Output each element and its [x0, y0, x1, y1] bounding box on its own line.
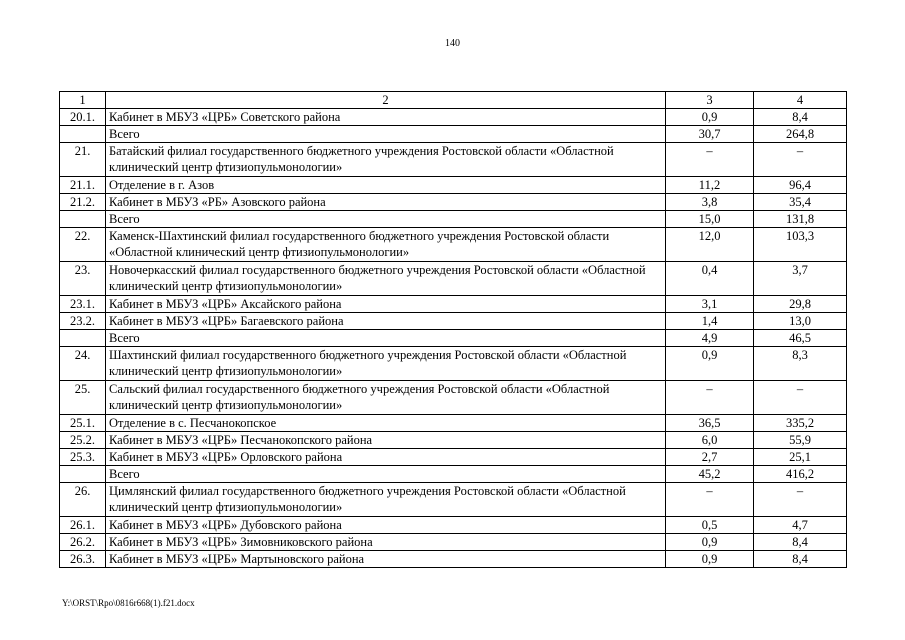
- table-row: [60, 483, 847, 517]
- row-col3-value: 0,9: [666, 109, 754, 126]
- row-number: 21.: [60, 143, 106, 177]
- row-col3-value: 6,0: [666, 432, 754, 449]
- data-table: [59, 91, 847, 568]
- row-number: 21.2.: [60, 194, 106, 211]
- table-row: [60, 517, 847, 534]
- row-col4-value: 8,4: [754, 534, 847, 551]
- row-col4-value: 25,1: [754, 449, 847, 466]
- row-col4-value: –: [754, 381, 847, 415]
- row-col4-value: 4,7: [754, 517, 847, 534]
- row-col3-value: 0,5: [666, 517, 754, 534]
- row-number: 25.1.: [60, 415, 106, 432]
- row-col4-value: 35,4: [754, 194, 847, 211]
- table-row: [60, 551, 847, 568]
- row-col3-value: –: [666, 381, 754, 415]
- row-col3-value: 0,4: [666, 262, 754, 296]
- row-col3-value: –: [666, 143, 754, 177]
- header-col-3: 3: [666, 92, 754, 109]
- table-row: [60, 330, 847, 347]
- row-col4-value: –: [754, 483, 847, 517]
- row-name: Кабинет в МБУЗ «ЦРБ» Песчанокопского района: [106, 432, 666, 449]
- row-name: Кабинет в МБУЗ «ЦРБ» Орловского района: [106, 449, 666, 466]
- row-name: Кабинет в МБУЗ «РБ» Азовского района: [106, 194, 666, 211]
- table-row: [60, 228, 847, 262]
- row-name: Кабинет в МБУЗ «ЦРБ» Зимовниковского района: [106, 534, 666, 551]
- row-name: Шахтинский филиал государственного бюджетного учреждения Ростовской области «Областной клинический центр фтизиопульмонологии»: [106, 347, 666, 381]
- row-col3-value: 0,9: [666, 347, 754, 381]
- row-name: Сальский филиал государственного бюджетного учреждения Ростовской области «Областной клинический центр фтизиопульмонологии»: [106, 381, 666, 415]
- row-number: [60, 211, 106, 228]
- row-name: Всего: [106, 126, 666, 143]
- row-number: [60, 126, 106, 143]
- table-row: [60, 262, 847, 296]
- row-name: Всего: [106, 330, 666, 347]
- header-col-2: 2: [106, 92, 666, 109]
- row-number: 23.1.: [60, 296, 106, 313]
- header-col-4: 4: [754, 92, 847, 109]
- table-row: [60, 296, 847, 313]
- row-col3-value: 12,0: [666, 228, 754, 262]
- table-header-row: [60, 92, 847, 109]
- table-row: [60, 211, 847, 228]
- row-col4-value: 8,3: [754, 347, 847, 381]
- row-number: 21.1.: [60, 177, 106, 194]
- table-row: [60, 466, 847, 483]
- row-col4-value: 335,2: [754, 415, 847, 432]
- row-name: Кабинет в МБУЗ «ЦРБ» Дубовского района: [106, 517, 666, 534]
- table-row: [60, 109, 847, 126]
- row-name: Цимлянский филиал государственного бюджетного учреждения Ростовской области «Областной клинический центр фтизиопульмонологии»: [106, 483, 666, 517]
- table-row: [60, 313, 847, 330]
- row-name: Новочеркасский филиал государственного бюджетного учреждения Ростовской области «Областной клинический центр фтизиопульмонологии»: [106, 262, 666, 296]
- row-name: Всего: [106, 466, 666, 483]
- row-col3-value: 15,0: [666, 211, 754, 228]
- row-number: 23.2.: [60, 313, 106, 330]
- row-name: Кабинет в МБУЗ «ЦРБ» Мартыновского района: [106, 551, 666, 568]
- row-name: Кабинет в МБУЗ «ЦРБ» Багаевского района: [106, 313, 666, 330]
- row-number: 22.: [60, 228, 106, 262]
- header-col-1: 1: [60, 92, 106, 109]
- table-row: [60, 449, 847, 466]
- table-row: [60, 177, 847, 194]
- row-name: Отделение в с. Песчанокопское: [106, 415, 666, 432]
- row-col3-value: 36,5: [666, 415, 754, 432]
- row-col4-value: 131,8: [754, 211, 847, 228]
- row-col3-value: 30,7: [666, 126, 754, 143]
- row-number: 25.2.: [60, 432, 106, 449]
- row-col4-value: 416,2: [754, 466, 847, 483]
- row-col3-value: 3,8: [666, 194, 754, 211]
- row-col3-value: 1,4: [666, 313, 754, 330]
- file-path-footer: Y:\ORST\Rpo\0816r668(1).f21.docx: [62, 598, 195, 608]
- row-name: Всего: [106, 211, 666, 228]
- row-col4-value: 264,8: [754, 126, 847, 143]
- row-name: Кабинет в МБУЗ «ЦРБ» Советского района: [106, 109, 666, 126]
- row-number: 26.2.: [60, 534, 106, 551]
- table-row: [60, 432, 847, 449]
- row-col3-value: –: [666, 483, 754, 517]
- row-col4-value: 103,3: [754, 228, 847, 262]
- row-name: Батайский филиал государственного бюджетного учреждения Ростовской области «Областной клинический центр фтизиопульмонологии»: [106, 143, 666, 177]
- row-col4-value: 46,5: [754, 330, 847, 347]
- row-col4-value: 29,8: [754, 296, 847, 313]
- row-number: 23.: [60, 262, 106, 296]
- row-col4-value: 3,7: [754, 262, 847, 296]
- row-number: 26.3.: [60, 551, 106, 568]
- row-col3-value: 45,2: [666, 466, 754, 483]
- row-name: Отделение в г. Азов: [106, 177, 666, 194]
- table-row: [60, 347, 847, 381]
- row-col3-value: 4,9: [666, 330, 754, 347]
- row-col3-value: 3,1: [666, 296, 754, 313]
- table-row: [60, 381, 847, 415]
- table-row: [60, 194, 847, 211]
- row-col4-value: 55,9: [754, 432, 847, 449]
- row-number: 25.: [60, 381, 106, 415]
- row-number: 24.: [60, 347, 106, 381]
- row-name: Каменск-Шахтинский филиал государственного бюджетного учреждения Ростовской области «Областной клинический центр фтизиопульмонологии»: [106, 228, 666, 262]
- table-row: [60, 415, 847, 432]
- row-number: 26.1.: [60, 517, 106, 534]
- table-row: [60, 143, 847, 177]
- row-number: 20.1.: [60, 109, 106, 126]
- table-row: [60, 534, 847, 551]
- row-col3-value: 0,9: [666, 534, 754, 551]
- row-col4-value: –: [754, 143, 847, 177]
- row-number: 25.3.: [60, 449, 106, 466]
- row-number: [60, 466, 106, 483]
- row-col4-value: 8,4: [754, 109, 847, 126]
- row-col3-value: 2,7: [666, 449, 754, 466]
- row-col4-value: 13,0: [754, 313, 847, 330]
- row-name: Кабинет в МБУЗ «ЦРБ» Аксайского района: [106, 296, 666, 313]
- row-col4-value: 96,4: [754, 177, 847, 194]
- page-number: 140: [445, 38, 460, 49]
- row-number: [60, 330, 106, 347]
- row-col3-value: 0,9: [666, 551, 754, 568]
- row-col4-value: 8,4: [754, 551, 847, 568]
- row-col3-value: 11,2: [666, 177, 754, 194]
- table-row: [60, 126, 847, 143]
- row-number: 26.: [60, 483, 106, 517]
